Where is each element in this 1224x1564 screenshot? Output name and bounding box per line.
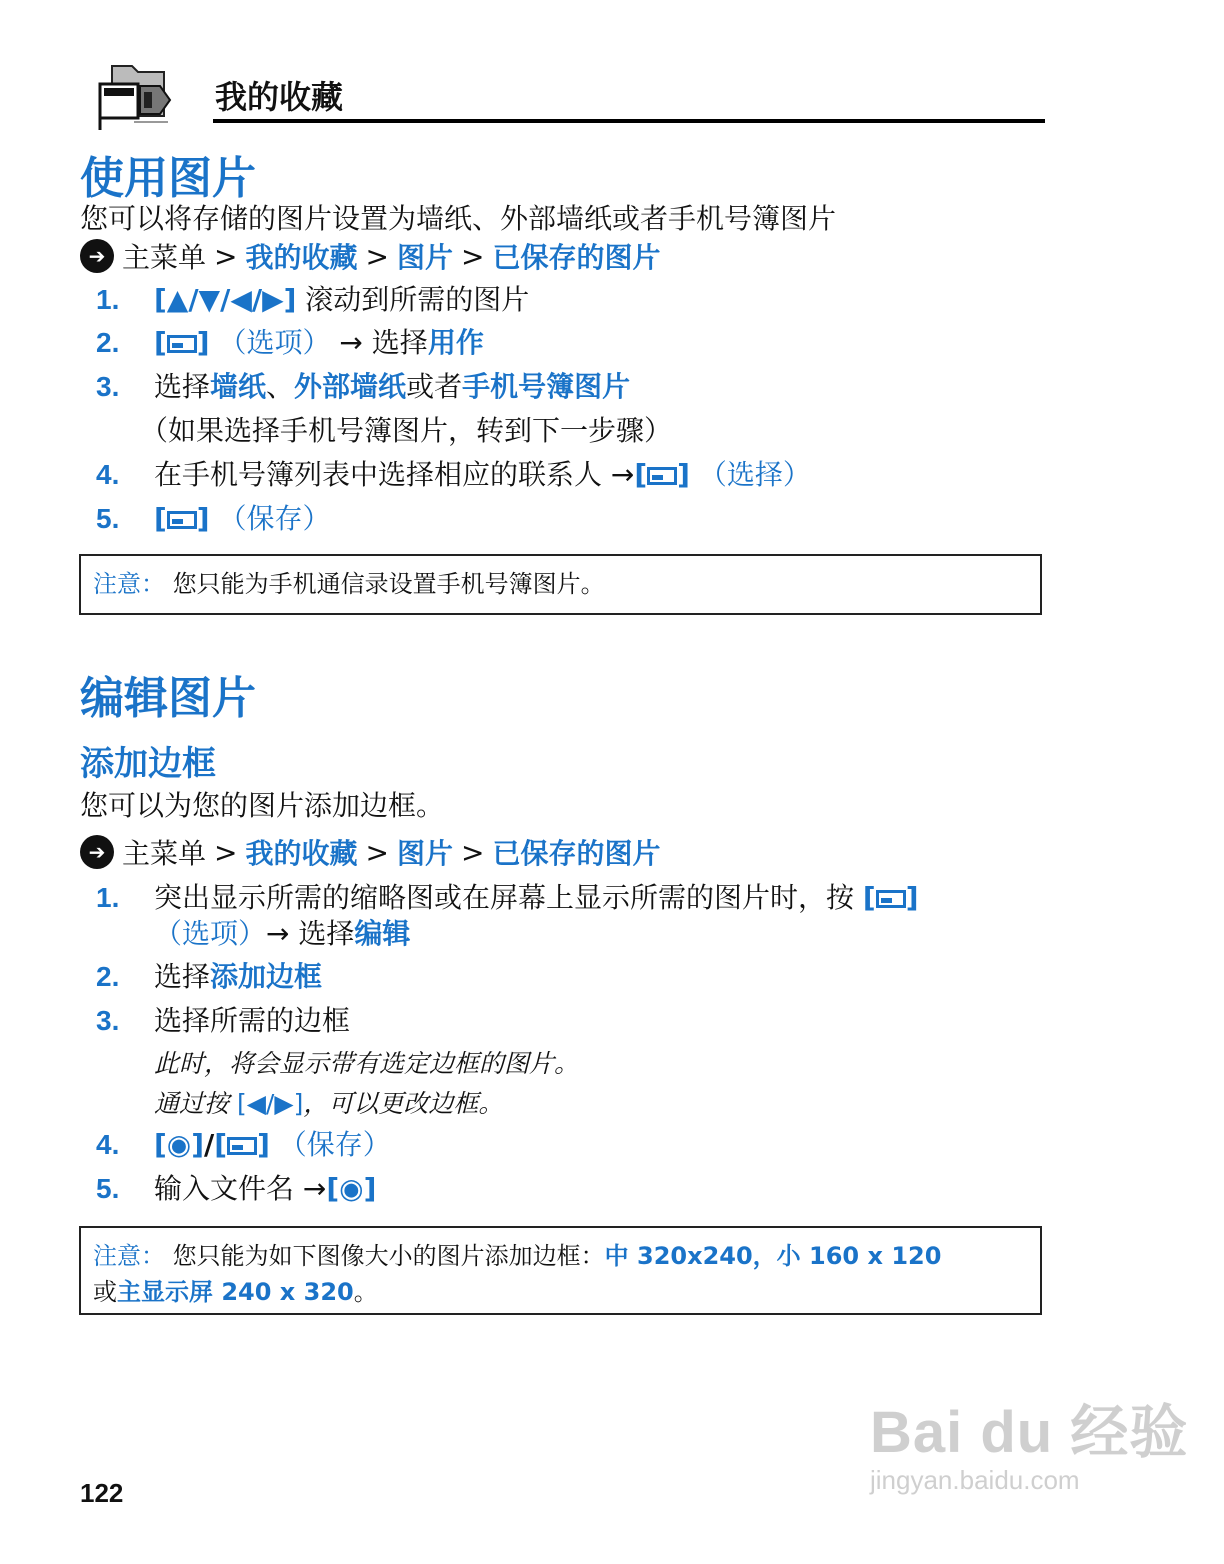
step-3: 3. 选择墙纸、外部墙纸或者手机号簿图片: [96, 370, 631, 403]
note-box: 注意： 您只能为如下图像大小的图片添加边框：中 320x240，小 160 x 120 或主显示屏 240 x 320。: [79, 1226, 1042, 1315]
section-title-edit-pictures: 编辑图片: [80, 673, 256, 724]
option-label: （保存）: [218, 502, 331, 535]
step-number: 2.: [96, 961, 120, 992]
note-box: [79, 554, 1042, 615]
page-number: 122: [80, 1478, 124, 1508]
left-softkey-icon: [167, 335, 197, 353]
note-label: 注意：: [93, 570, 165, 598]
watermark: [870, 1385, 1188, 1496]
watermark-url: jingyan.baidu.com: [870, 1465, 1080, 1495]
step-number: 3.: [96, 371, 120, 402]
step-4: 4. 在手机号簿列表中选择相应的联系人 →[ ] （选择）: [96, 458, 811, 491]
navigate-arrow-icon: ➔: [80, 835, 114, 869]
arrow-icon: →: [302, 1172, 327, 1205]
arrow-icon: →: [339, 326, 363, 359]
step-3-info-2: 通过按 [◀/▶]，可以更改边框。: [154, 1089, 504, 1118]
menu-target: 编辑: [354, 917, 411, 950]
step-number: 5.: [96, 1173, 120, 1204]
step-5: 5. [ ] （保存）: [96, 502, 331, 535]
step-1-continued: （选项）→ 选择编辑: [154, 917, 411, 950]
path-item-saved-pictures: 已保存的图片: [492, 241, 661, 274]
note-label: 注意：: [93, 1242, 165, 1270]
path-separator: >: [460, 835, 485, 869]
note-text: 您只能为手机通信录设置手机号簿图片。: [172, 570, 605, 598]
chapter-icon: [94, 56, 174, 132]
left-softkey-icon: [227, 1137, 257, 1155]
path-separator: >: [214, 835, 238, 869]
left-softkey-icon: [647, 467, 677, 485]
subsection-title-add-frame: 添加边框: [80, 744, 216, 784]
path-item-pictures: 图片: [396, 241, 453, 274]
menu-path: [80, 236, 660, 276]
path-separator: >: [365, 835, 389, 869]
menu-target: 用作: [427, 326, 484, 359]
path-root: 主菜单: [122, 241, 207, 274]
menu-target: 添加边框: [210, 960, 323, 993]
option-label: （选项）: [154, 917, 267, 950]
path-separator: >: [214, 239, 238, 273]
option-label: （选项）: [218, 326, 331, 359]
step-5: 5. 输入文件名 →[◉]: [96, 1172, 377, 1205]
step-3-info-1: 此时，将会显示带有选定边框的图片。: [154, 1049, 580, 1078]
arrow-icon: →: [610, 458, 635, 491]
step-number: 5.: [96, 503, 120, 534]
note-text: 您只能为如下图像大小的图片添加边框：: [172, 1242, 605, 1270]
subsection-intro: 您可以为您的图片添加边框。: [80, 789, 445, 822]
step-2: 2. [ ] （选项） → 选择用作: [96, 326, 484, 359]
step-number: 4.: [96, 459, 120, 490]
folder-pictures-icon: [94, 56, 174, 132]
option-label: （选择）: [698, 458, 811, 491]
step-3: 3. 选择所需的边框: [96, 1004, 351, 1037]
step-text: 滚动到所需的图片: [296, 283, 530, 316]
path-item-favorites: 我的收藏: [245, 241, 358, 274]
path-item-saved-pictures: 已保存的图片: [492, 837, 661, 870]
step-number: 1.: [96, 284, 120, 315]
step-1: 1. 突出显示所需的缩略图或在屏幕上显示所需的图片时，按 [ ]: [96, 881, 919, 914]
chapter-title: 我的收藏: [215, 78, 344, 116]
step-2: 2. 选择添加边框: [96, 960, 323, 993]
arrow-icon: →: [266, 917, 290, 950]
left-softkey-icon: [876, 890, 906, 908]
step-3-note: （如果选择手机号簿图片，转到下一步骤）: [140, 414, 673, 447]
step-number: 2.: [96, 327, 120, 358]
path-item-pictures: 图片: [396, 837, 453, 870]
path-separator: >: [460, 239, 485, 273]
path-separator: >: [365, 239, 389, 273]
step-4: 4. [◉]/[ ] （保存）: [96, 1128, 391, 1161]
option-label: （保存）: [278, 1128, 391, 1161]
watermark-logo: Bai du 经验: [870, 1400, 1189, 1465]
nav-keys: [▲/▼/◀/▶]: [154, 283, 297, 316]
step-number: 1.: [96, 882, 120, 913]
step-number: 3.: [96, 1005, 120, 1036]
center-key: [◉]: [154, 1128, 205, 1161]
header-rule: [213, 119, 1045, 123]
path-root: 主菜单: [122, 837, 207, 870]
section-title-use-pictures: 使用图片: [80, 153, 256, 204]
navigate-arrow-icon: ➔: [80, 239, 114, 273]
step-1: [96, 278, 529, 318]
step-number: 4.: [96, 1129, 120, 1160]
menu-path: [80, 832, 660, 872]
path-item-favorites: 我的收藏: [245, 837, 358, 870]
center-key: [◉]: [326, 1172, 377, 1205]
nav-keys: [◀/▶]: [236, 1089, 304, 1118]
left-softkey-icon: [167, 511, 197, 529]
section-intro: 您可以将存储的图片设置为墙纸、外部墙纸或者手机号簿图片: [80, 202, 837, 235]
